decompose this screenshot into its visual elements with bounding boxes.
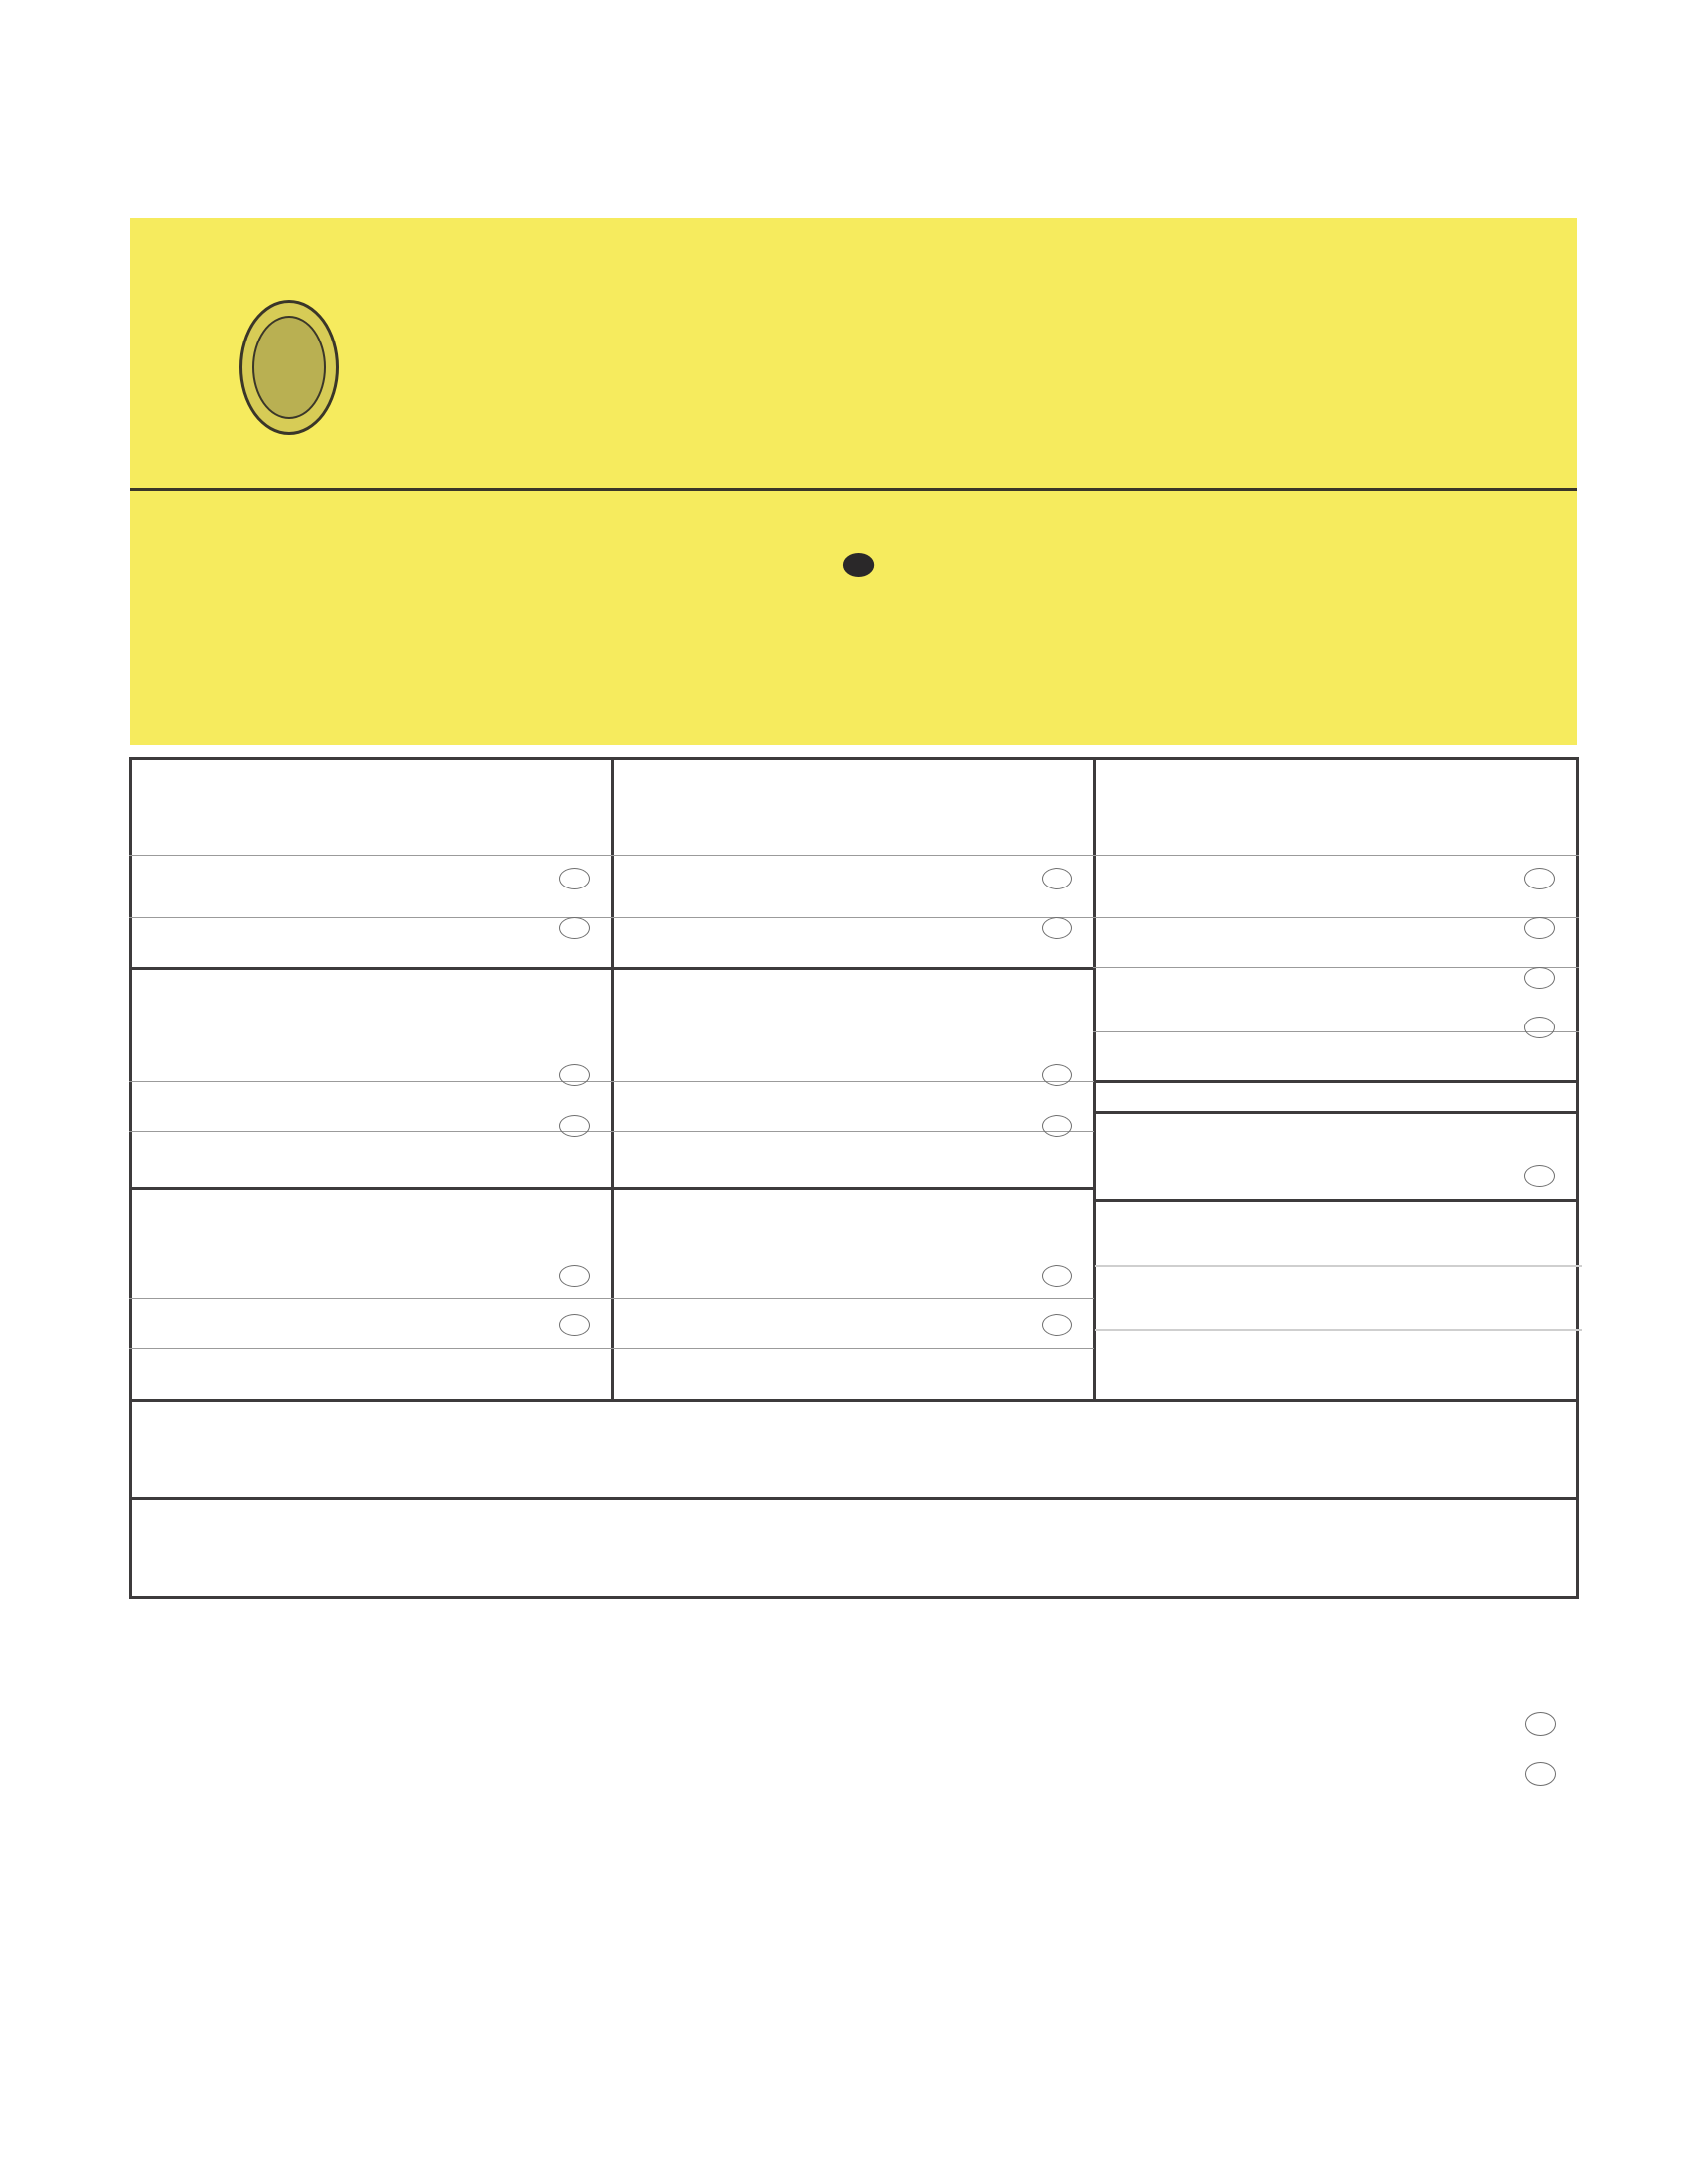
vote-oval-tibbo[interactable] xyxy=(559,868,590,889)
vote-oval-unlabeled-1[interactable] xyxy=(1525,1712,1556,1736)
right-box-edge xyxy=(1576,1199,1579,1265)
planning-name-line xyxy=(1093,1111,1579,1114)
vote-oval-dunfee[interactable] xyxy=(559,1314,590,1336)
ballot-header xyxy=(130,218,1577,745)
rule-line xyxy=(1093,1031,1579,1032)
vote-oval-assessor-1[interactable] xyxy=(1042,868,1072,889)
planning-bottom-line xyxy=(1093,1199,1579,1202)
grid-row-3 xyxy=(129,1399,1579,1402)
grid-row-1 xyxy=(129,967,1094,970)
planning-term-line xyxy=(1093,1080,1579,1083)
instruction-a xyxy=(188,548,1518,579)
vote-oval-clerk-1[interactable] xyxy=(559,1265,590,1287)
grid-row-4 xyxy=(129,1497,1579,1500)
rule-line xyxy=(129,855,1579,856)
vote-oval-constable-1[interactable] xyxy=(1042,1265,1072,1287)
grid-row-5 xyxy=(129,1596,1579,1599)
town-seal-icon xyxy=(239,300,339,435)
rule-line xyxy=(129,1131,1094,1132)
vote-oval-spirn[interactable] xyxy=(1042,1115,1072,1137)
seal-year xyxy=(252,316,326,419)
grid-border-top xyxy=(129,757,1579,760)
grid-border-right xyxy=(1576,757,1579,1599)
grid-border-left xyxy=(129,757,132,1599)
vote-oval-scanlan[interactable] xyxy=(1042,1314,1072,1336)
vote-oval-school-writein-2[interactable] xyxy=(1524,917,1555,939)
rule-line xyxy=(1095,1265,1582,1267)
grid-row-2 xyxy=(129,1187,1094,1190)
rule-line xyxy=(129,1081,1094,1082)
rule-line xyxy=(129,1298,1094,1299)
rule-line xyxy=(1093,967,1579,968)
vote-oval-selectman-writein[interactable] xyxy=(559,917,590,939)
filled-oval-example-icon xyxy=(842,553,873,577)
rule-line xyxy=(129,917,1579,918)
header-divider xyxy=(130,488,1577,491)
vote-oval-library-1[interactable] xyxy=(1042,1064,1072,1086)
rule-line xyxy=(129,1348,1094,1349)
vote-oval-planning-writein[interactable] xyxy=(1524,1165,1555,1187)
vote-oval-assessor-writein[interactable] xyxy=(1042,917,1072,939)
vote-oval-conlin[interactable] xyxy=(559,1115,590,1137)
vote-oval-school-writein-1[interactable] xyxy=(1524,868,1555,889)
vote-oval-unlabeled-2[interactable] xyxy=(1525,1762,1556,1786)
vote-oval-moderator-1[interactable] xyxy=(559,1064,590,1086)
vote-oval-planning-2[interactable] xyxy=(1524,1017,1555,1038)
vote-oval-planning-1[interactable] xyxy=(1524,967,1555,989)
rule-line xyxy=(1095,1329,1582,1331)
